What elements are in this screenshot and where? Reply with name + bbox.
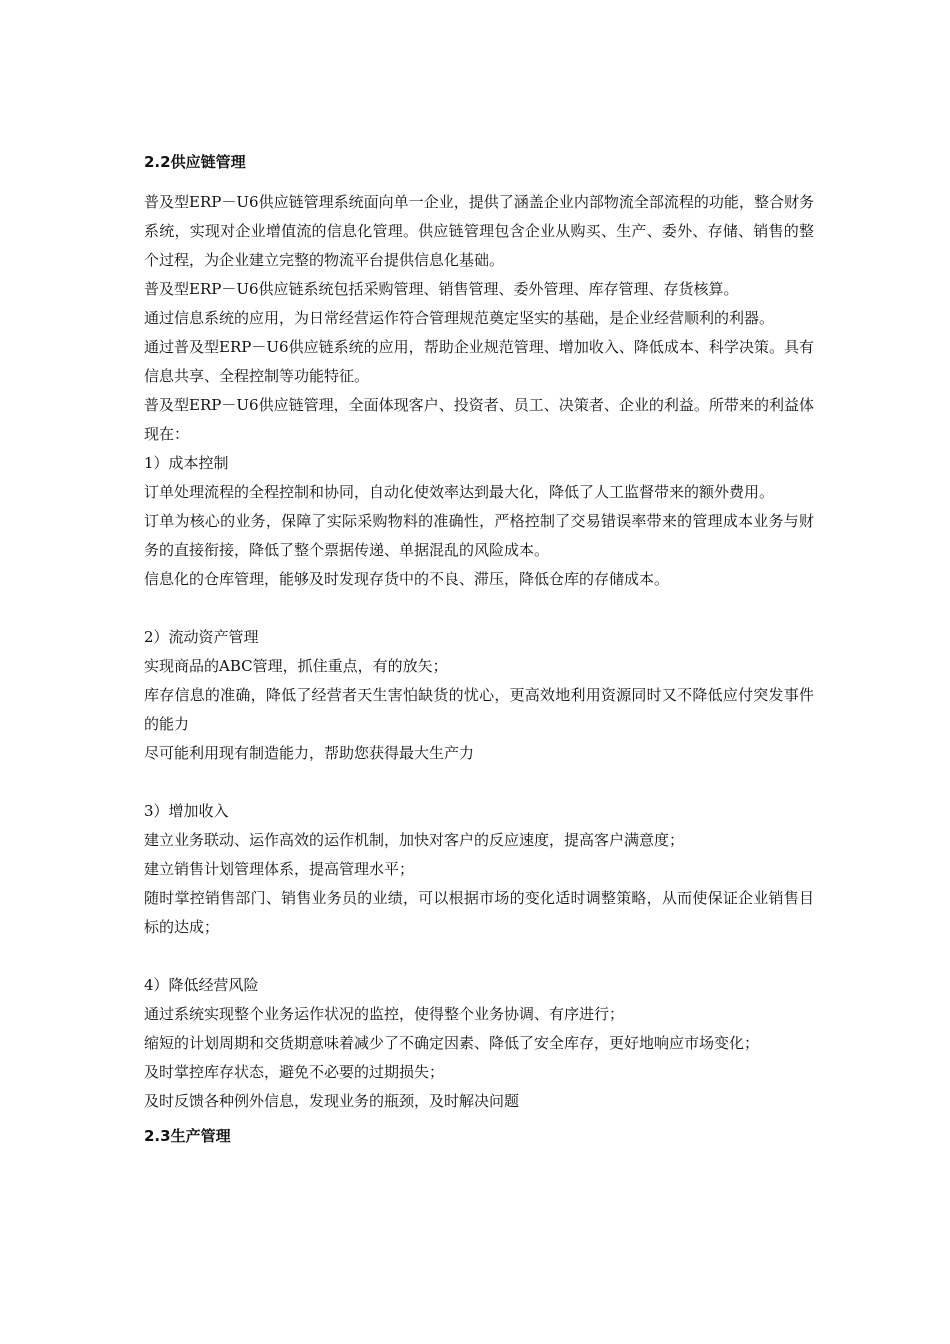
benefit-item: 订单为核心的业务，保障了实际采购物料的准确性，严格控制了交易错误率带来的管理成本业务与财务的直接衔接，降低了整个票据传递、单据混乱的风险成本。: [144, 512, 814, 559]
benefit-title-cost-control: 1）成本控制: [144, 454, 229, 472]
benefit-item: 实现商品的ABC管理，抓住重点，有的放矢；: [144, 657, 448, 675]
benefit-item: 及时反馈各种例外信息，发现业务的瓶颈，及时解决问题: [144, 1092, 520, 1110]
document-page: [144, 150, 814, 1148]
intro-paragraph-2: 普及型ERP－U6供应链系统包括采购管理、销售管理、委外管理、库存管理、存货核算。: [144, 280, 739, 298]
benefit-item: 缩短的计划周期和交货期意味着减少了不确定因素、降低了安全库存，更好地响应市场变化；: [144, 1034, 760, 1052]
section-heading-supply-chain: 2.2供应链管理: [144, 153, 246, 171]
benefit-item: 库存信息的准确，降低了经营者天生害怕缺货的忧心，更高效地利用资源同时又不降低应付突发事件的能力: [144, 686, 814, 733]
benefit-item: 尽可能利用现有制造能力，帮助您获得最大生产力: [144, 744, 475, 762]
section-heading-production: 2.3生产管理: [144, 1127, 231, 1145]
benefit-item: 订单处理流程的全程控制和协同，自动化使效率达到最大化，降低了人工监督带来的额外费用。: [144, 483, 775, 501]
benefit-item: 建立业务联动、运作高效的运作机制，加快对客户的反应速度，提高客户满意度；: [144, 831, 685, 849]
benefit-item: 及时掌控库存状态，避免不必要的过期损失；: [144, 1063, 445, 1081]
blank-line: [144, 768, 814, 797]
spacer: [144, 174, 814, 188]
intro-paragraph-5: 普及型ERP－U6供应链管理，全面体现客户、投资者、员工、决策者、企业的利益。所带来的利益体现在：: [144, 396, 814, 443]
spacer: [144, 1116, 814, 1124]
benefit-title-current-assets: 2）流动资产管理: [144, 628, 259, 646]
benefit-item: 建立销售计划管理体系，提高管理水平；: [144, 860, 415, 878]
blank-line: [144, 942, 814, 971]
benefit-item: 信息化的仓库管理，能够及时发现存货中的不良、滞压，降低仓库的存储成本。: [144, 570, 670, 588]
intro-paragraph-3: 通过信息系统的应用，为日常经营运作符合管理规范奠定坚实的基础，是企业经营顺利的利器。: [144, 309, 775, 327]
benefit-title-increase-revenue: 3）增加收入: [144, 802, 229, 820]
intro-paragraph-1: 普及型ERP－U6供应链管理系统面向单一企业，提供了涵盖企业内部物流全部流程的功能，整合财务系统，实现对企业增值流的信息化管理。供应链管理包含企业从购买、生产、委外、存储、销售的整个过程，为企业建立完整的物流平台提供信息化基础。: [144, 193, 814, 269]
intro-paragraph-4: 通过普及型ERP－U6供应链系统的应用，帮助企业规范管理、增加收入、降低成本、科学决策。具有信息共享、全程控制等功能特征。: [144, 338, 814, 385]
benefit-item: 随时掌控销售部门、销售业务员的业绩，可以根据市场的变化适时调整策略，从而使保证企业销售目标的达成；: [144, 889, 814, 936]
benefit-title-reduce-risk: 4）降低经营风险: [144, 976, 259, 994]
blank-line: [144, 594, 814, 623]
benefit-item: 通过系统实现整个业务运作状况的监控，使得整个业务协调、有序进行；: [144, 1005, 625, 1023]
